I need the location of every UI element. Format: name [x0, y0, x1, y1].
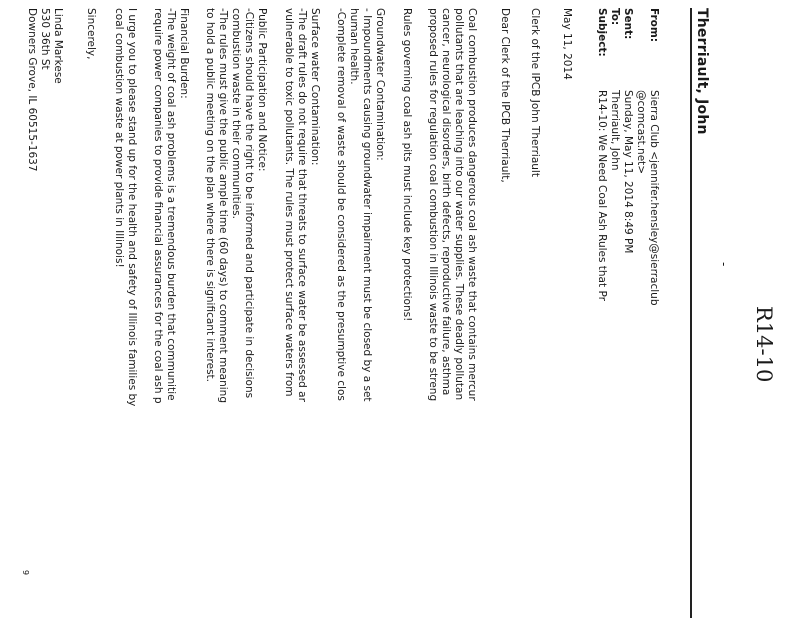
from-value: Sierra Club <jennifer.hensley@sierraclub	[648, 90, 660, 306]
financial-line: require power companies to provide financial assurances for the coal ash p	[152, 8, 164, 404]
to-value: Therriault, John	[609, 90, 621, 171]
addressee: Clerk of the IPCB John Therriault	[529, 8, 541, 177]
intro-line: proposed rules for regulation coal combustion in Illinois waste to be streng	[427, 8, 439, 402]
surface-line: -The draft rules do not require that threats to surface water be assessed ar	[296, 8, 308, 402]
signature-street: 530 36th St	[39, 8, 51, 70]
financial-line: -The weight of coal ash problems is a tremendous burden that communitie	[165, 8, 177, 401]
letter-date: May 11, 2014	[561, 8, 573, 80]
intro-line: pollutants that are leaching into our water supplies. These deadly pollutan	[453, 8, 465, 401]
intro-line: Coal combustion produces dangerous coal ash waste that contains mercur	[466, 8, 478, 401]
groundwater-line: - Impoundments causing groundwater impairment must be closed by a set	[361, 8, 373, 402]
subject-label: Subject:	[596, 8, 608, 57]
protections-line: Rules governing coal ash pits must include key protections!	[401, 8, 413, 322]
participation-heading: Public Participation and Notice:	[256, 8, 268, 172]
financial-heading: Financial Burden:	[178, 8, 190, 99]
closing: Sincerely,	[85, 8, 97, 60]
participation-line: -The rules must give the public ample time (60 days) to comment meaning	[217, 8, 229, 403]
participation-line: combustion waste in their communities.	[230, 8, 242, 219]
urge-line: I urge you to please stand up for the health and safety of Illinois families by	[126, 8, 138, 407]
signature-city: Downers Grove, IL 60515-1637	[26, 8, 38, 172]
surface-line: vulnerable to toxic pollutants. The rules must protect surface waters from	[283, 8, 295, 397]
sent-label: Sent:	[622, 8, 634, 40]
header-dash: -	[717, 262, 731, 267]
sent-value: Sunday, May 11, 2014 8:49 PM	[622, 90, 634, 254]
sender-name: Therriault, John	[694, 8, 710, 135]
signature-name: Linda Markese	[52, 8, 64, 84]
surface-heading: Surface water Contamination:	[309, 8, 321, 166]
page-number: 9	[21, 570, 30, 576]
subject-value: R14-10: We Need Coal Ash Rules that Pr	[596, 90, 608, 301]
from-value-cont: @comcast.net>	[635, 90, 647, 175]
groundwater-heading: Groundwater Contamination:	[374, 8, 386, 161]
urge-line: coal combustion waste at power plants in Illinois!	[113, 8, 125, 268]
groundwater-line: human health.	[348, 8, 360, 85]
document-id: R14-10	[752, 306, 776, 383]
participation-line: to hold a public meeting on the plan where there is significant interest.	[204, 8, 216, 383]
salutation: Dear Clerk of the IPCB Therriault,	[499, 8, 511, 183]
header-rule	[690, 8, 692, 618]
groundwater-line: -Complete removal of waste should be considered as the presumptive clos	[335, 8, 347, 401]
intro-line: cancer, neurological disorders, birth defects, reproductive failure, asthma	[440, 8, 452, 396]
from-label: From:	[648, 8, 660, 43]
participation-line: -Citizens should have the right to be informed and participate in decisions	[243, 8, 255, 399]
to-label: To:	[609, 8, 621, 26]
